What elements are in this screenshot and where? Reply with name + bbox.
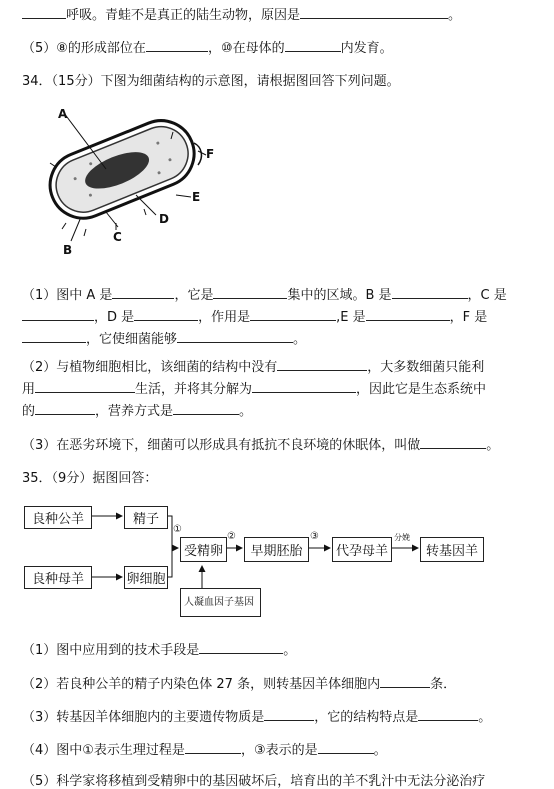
flow-box-embryo: 早期胚胎 [244, 537, 309, 562]
label-b: B [63, 243, 73, 257]
answer-blank[interactable] [264, 709, 314, 721]
text: 内发育。 [340, 41, 393, 56]
text: ，因此它是生态系统中 [356, 382, 487, 397]
text: ，它的结构特点是 [314, 710, 419, 725]
flow-box-surrogate: 代孕母羊 [332, 537, 392, 562]
text: ，营养方式是 [95, 404, 174, 419]
text: 。 [239, 404, 253, 419]
label-d: D [159, 212, 169, 226]
text: 生活，并将其分解为 [135, 382, 253, 397]
question-34-title: 34．（15分）下图为细菌结构的示意图，请根据图回答下列问题。 [22, 74, 400, 89]
text: （3）在恶劣环境下，细菌可以形成具有抵抗不良环境的休眠体，叫做 [22, 438, 421, 453]
answer-blank[interactable] [185, 742, 241, 754]
text: 条． [430, 677, 457, 692]
text: ，它使细菌能够 [86, 332, 178, 347]
text: （4）图中①表示生理过程是 [22, 743, 185, 758]
label-f: F [206, 147, 215, 161]
flow-box-egg: 卵细胞 [124, 566, 168, 589]
flow-box-gene: 人凝血因子基因 [180, 588, 261, 617]
flow-box-zygote: 受精卵 [180, 537, 227, 562]
step-1-marker: ① [173, 524, 182, 535]
text: ，作用是 [198, 310, 251, 325]
text: ，C 是 [467, 288, 507, 303]
text: （2）若良种公羊的精子内染色体 27 条，则转基因羊体细胞内 [22, 677, 381, 692]
answer-blank[interactable] [380, 676, 430, 688]
text: （1）图中 A 是 [22, 288, 113, 303]
label-c: C [113, 230, 122, 244]
answer-blank[interactable] [318, 742, 374, 754]
flow-box-transgenic: 转基因羊 [420, 537, 484, 562]
text: ，F 是 [449, 310, 488, 325]
flow-box-sperm: 精子 [124, 506, 168, 529]
label-e: E [192, 190, 201, 204]
text: 。 [293, 332, 307, 347]
flow-box-ewe: 良种母羊 [24, 566, 92, 589]
text: 集中的区域。B 是 [287, 288, 392, 303]
answer-blank[interactable] [418, 709, 478, 721]
q35-s5: （5）科学家将移植到受精卵中的基因破坏后，培育出的羊不乳汁中无法分泌治疗 [22, 774, 486, 789]
flow-box-ram: 良种公羊 [24, 506, 92, 529]
step-2-marker: ② [227, 531, 236, 542]
text: 。 [486, 438, 500, 453]
text: ，它是 [174, 288, 214, 303]
text: 的 [22, 404, 36, 419]
text: 。 [478, 710, 492, 725]
text: 。 [448, 8, 462, 23]
text: （2）与植物细胞相比，该细菌的结构中没有 [22, 360, 278, 375]
answer-blank[interactable] [199, 642, 283, 654]
text: 用 [22, 382, 36, 397]
q35-s4 [22, 739, 387, 758]
text: （1）图中应用到的技术手段是 [22, 643, 200, 658]
text: ，⑩在母体的 [207, 41, 285, 56]
text: （5）⑧的形成部位在 [22, 41, 146, 56]
label-a: A [58, 107, 68, 121]
q35-s2 [22, 673, 456, 692]
text: ，D 是 [94, 310, 135, 325]
question-35-title: 35．（9分）据图回答： [22, 471, 158, 486]
text: ，大多数细菌只能利 [367, 360, 485, 375]
birth-label: 分娩 [394, 533, 410, 542]
text: 。 [373, 743, 387, 758]
text: （3）转基因羊体细胞内的主要遗传物质是 [22, 710, 265, 725]
step-3-marker: ③ [310, 531, 319, 542]
text: 。 [283, 643, 297, 658]
text: ，③表示的是 [240, 743, 318, 758]
q35-s1 [22, 639, 296, 658]
q35-s3 [22, 706, 491, 725]
text: ,E 是 [336, 310, 366, 325]
text: 呼吸。青蛙不是真正的陆生动物，原因是 [66, 8, 301, 23]
